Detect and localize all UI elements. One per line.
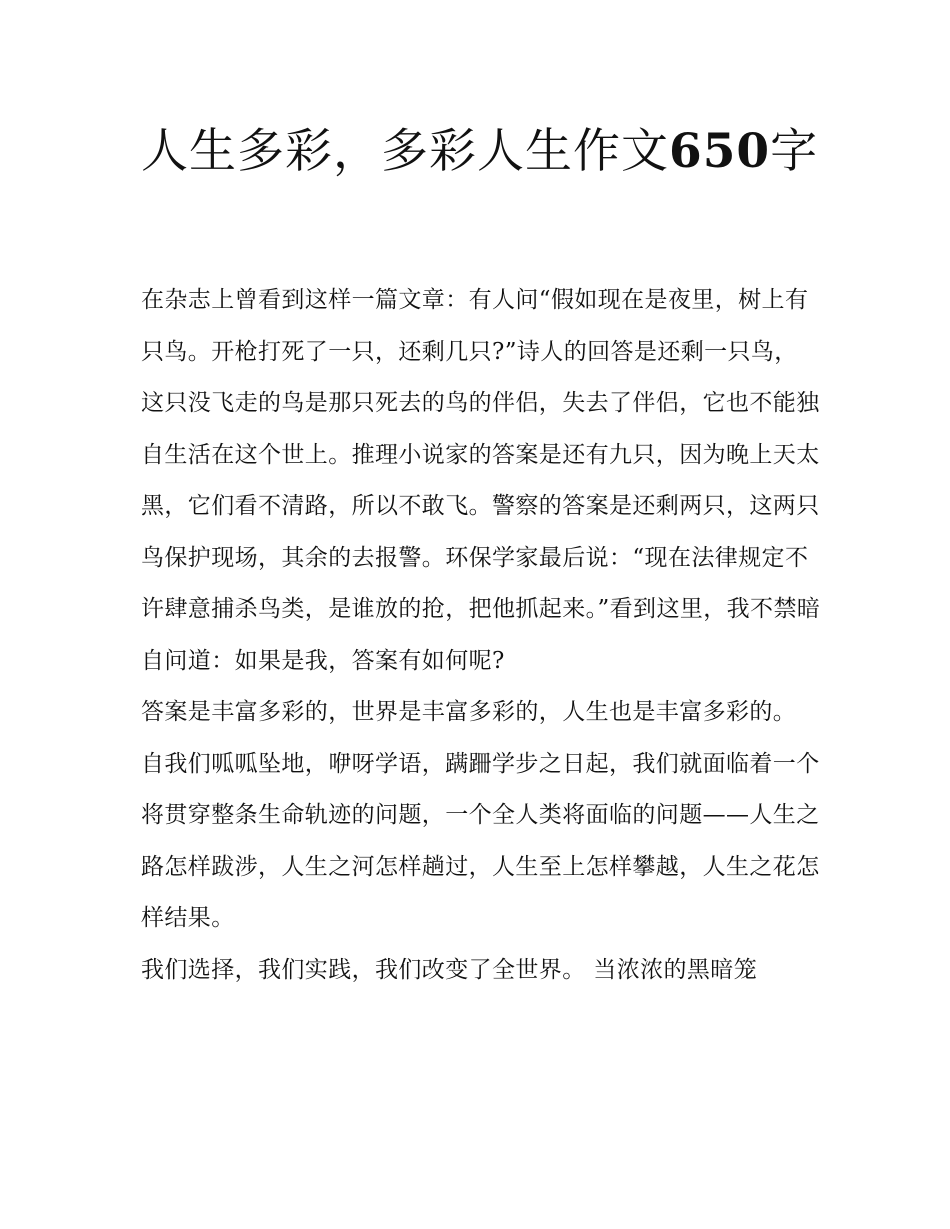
title-suffix: 字 [770,124,819,179]
title-text: 人生多彩，多彩人生作文 [141,124,669,179]
paragraph-3: 自我们呱呱坠地，咿呀学语，蹒跚学步之日起，我们就面临着一个将贯穿整条生命轨迹的问题，一个全人类将面临的问题——人生之路怎样跋涉，人生之河怎样趟过，人生至上怎样攀越，人生之花怎样结果。 [141,750,820,931]
document-body [141,275,821,996]
paragraph-2: 答案是丰富多彩的，世界是丰富多彩的，人生也是丰富多彩的。 [141,699,797,725]
paragraph-4: 我们选择，我们实践，我们改变了全世界。 当浓浓的黑暗笼 [141,956,758,983]
paragraph-1: 在杂志上曾看到这样一篇文章：有人问“假如现在是夜里，树上有只鸟。开枪打死了一只，还剩几只?”诗人的回答是还剩一只鸟，这只没飞走的鸟是那只死去的鸟的伴侣，失去了伴侣，它也不能独自生活在这个世上。推理小说家的答案是还有九只，因为晚上天太黑，它们看不清路，所以不敢飞。警察的答案是还剩两只，这两只鸟保护现场，其余的去报警。环保学家最后说：“现在法律规定不许肆意捕杀鸟类，是谁放的抢，把他抓起来。”看到这里，我不禁暗自问道：如果是我，答案有如何呢? [141,287,821,674]
title-number: 650 [669,124,771,179]
document-title [141,114,821,190]
